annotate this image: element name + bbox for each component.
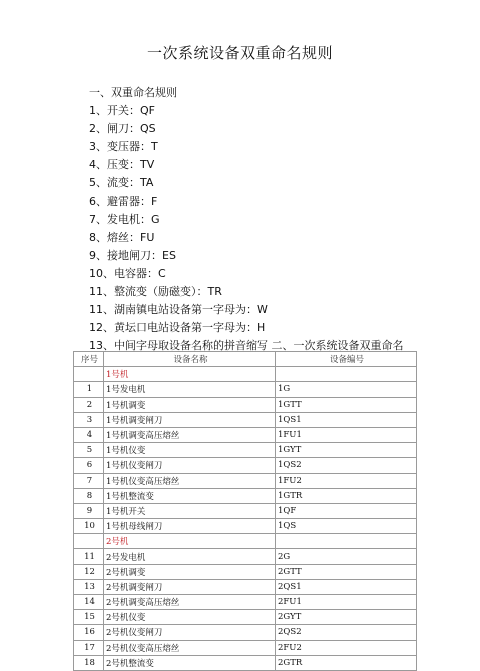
rule-item: 3、变压器：T [89,140,158,154]
cell-device-name: 1号机开关 [104,503,276,518]
cell-index: 2 [74,397,104,412]
cell-device-name: 2号机整流变 [104,655,276,670]
cell-device-name: 1号机调变闸刀 [104,412,276,427]
cell-index: 5 [74,443,104,458]
table-group-row [74,534,417,549]
page-title: 一次系统设备双重命名规则 [146,44,333,62]
cell-device-code: 1GYT [276,443,417,458]
cell-device-name: 2号机仪变闸刀 [104,625,276,640]
cell-device-code: 1FU2 [276,473,417,488]
cell-index: 10 [74,519,104,534]
rules-list [89,84,419,355]
cell-device-name: 1号发电机 [104,382,276,397]
rule-item: 5、流变：TA [89,176,154,190]
cell-device-code [276,534,417,549]
table-row [74,579,417,594]
cell-device-code: 2GYT [276,610,417,625]
cell-device-name: 1号机仪变高压熔丝 [104,473,276,488]
cell-index: 13 [74,579,104,594]
table-row [74,640,417,655]
rule-item: 1、开关：QF [89,104,155,118]
table-row [74,488,417,503]
cell-device-code [276,367,417,382]
cell-index: 11 [74,549,104,564]
cell-device-code: 2FU1 [276,595,417,610]
cell-device-code: 2QS1 [276,579,417,594]
cell-index: 7 [74,473,104,488]
cell-index: 16 [74,625,104,640]
cell-index: 14 [74,595,104,610]
rule-item: 9、接地闸刀：ES [89,248,176,262]
cell-device-code: 2GTR [276,655,417,670]
table-body [74,367,417,671]
cell-device-name: 1号机整流变 [104,488,276,503]
table-row [74,549,417,564]
table-row [74,610,417,625]
cell-device-code: 2FU2 [276,640,417,655]
cell-device-code: 2GTT [276,564,417,579]
rule-item: 10、电容器：C [89,266,166,280]
rule-item: 4、压变：TV [89,158,155,172]
table-row [74,458,417,473]
cell-device-name: 1号机仪变 [104,443,276,458]
cell-device-name: 2号机调变 [104,564,276,579]
rule-item: 2、闸刀：QS [89,122,156,136]
rule-item: 13、中间字母取设备名称的拼音缩写 二、一次系统设备双重命名 [89,339,404,353]
table-row [74,412,417,427]
table-row [74,655,417,670]
rule-item: 8、熔丝：FU [89,230,155,244]
cell-device-code: 2QS2 [276,625,417,640]
cell-device-name: 2号发电机 [104,549,276,564]
cell-index: 18 [74,655,104,670]
table-row [74,625,417,640]
table-header-row [74,352,417,367]
rule-item: 11、整流变（励磁变）：TR [89,285,222,299]
header-device-code: 设备编号 [276,352,417,367]
cell-index: 12 [74,564,104,579]
cell-device-name: 2号机仪变 [104,610,276,625]
cell-device-name: 2号机调变高压熔丝 [104,595,276,610]
table-row [74,397,417,412]
cell-device-name: 2号机仪变高压熔丝 [104,640,276,655]
table-group-row [74,367,417,382]
cell-device-name: 2号机 [104,534,276,549]
cell-device-name: 1号机调变高压熔丝 [104,427,276,442]
section-heading: 一、双重命名规则 [89,86,177,99]
table-row [74,427,417,442]
table-row [74,564,417,579]
cell-device-code: 1QS1 [276,412,417,427]
table-row [74,443,417,458]
table-row [74,473,417,488]
cell-device-code: 1QS [276,519,417,534]
table-row [74,595,417,610]
cell-index: 8 [74,488,104,503]
cell-index [74,367,104,382]
cell-index: 4 [74,427,104,442]
cell-device-name: 2号机调变闸刀 [104,579,276,594]
cell-device-name: 1号机母线闸刀 [104,519,276,534]
rule-item: 6、避雷器：F [89,194,158,208]
cell-index: 6 [74,458,104,473]
cell-device-name: 1号机 [104,367,276,382]
cell-device-code: 2G [276,549,417,564]
cell-device-name: 1号机调变 [104,397,276,412]
cell-device-code: 1FU1 [276,427,417,442]
header-index: 序号 [74,352,104,367]
cell-device-code: 1QF [276,503,417,518]
header-device-name: 设备名称 [104,352,276,367]
cell-device-code: 1G [276,382,417,397]
table-row [74,503,417,518]
cell-index: 1 [74,382,104,397]
rule-item: 12、黄坛口电站设备第一字母为：H [89,321,266,335]
cell-device-name: 1号机仪变闸刀 [104,458,276,473]
cell-device-code: 1GTR [276,488,417,503]
table-row [74,382,417,397]
cell-device-code: 1GTT [276,397,417,412]
cell-index: 9 [74,503,104,518]
cell-device-code: 1QS2 [276,458,417,473]
cell-index [74,534,104,549]
cell-index: 17 [74,640,104,655]
rule-item: 7、发电机：G [89,212,160,226]
table-row [74,519,417,534]
cell-index: 3 [74,412,104,427]
cell-index: 15 [74,610,104,625]
equipment-table [73,351,417,671]
rule-item: 11、湖南镇电站设备第一字母为：W [89,303,268,317]
